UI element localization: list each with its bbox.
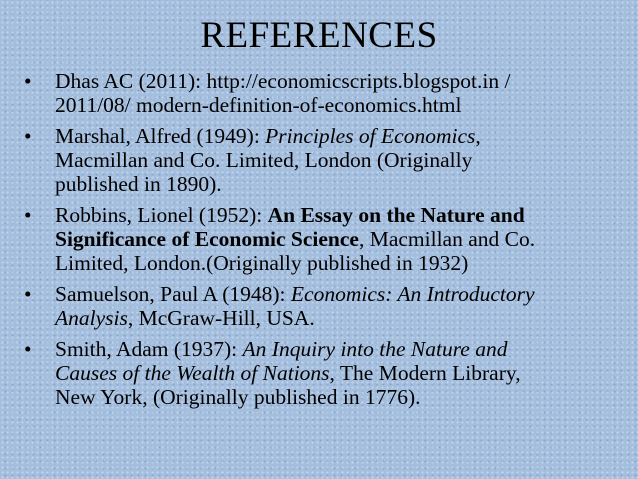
reference-work-title: Economics: An Introductory [290,282,535,307]
reference-text: , Macmillan and Co. [358,227,536,252]
reference-author: Samuelson, Paul A (1948): [55,282,291,307]
bullet-icon: • [24,123,32,148]
reference-work-title: Principles of Economics [265,123,476,148]
reference-text-line: Dhas AC (2011): http://economicscripts.blogspot.in / [55,69,511,93]
reference-dhas [22,69,622,117]
reference-text: , [475,123,481,148]
reference-author: Marshal, Alfred (1949): [55,123,266,148]
reference-text-line: 2011/08/ modern-definition-of-economics.html [55,93,462,118]
reference-text: , McGraw-Hill, USA. [127,306,315,331]
reference-line [55,361,622,385]
reference-line [55,306,622,330]
reference-robbins [22,203,622,276]
reference-text-line: New York, (Originally published in 1776). [55,385,421,410]
reference-author: Robbins, Lionel (1952): [55,203,268,228]
reference-author: Smith, Adam (1937): [55,337,243,362]
bullet-icon: • [24,203,32,228]
reference-line [55,337,622,361]
reference-smith [22,337,622,410]
reference-text-line: published in 1890). [55,172,222,197]
reference-text-line: Limited, London.(Originally published in 1932) [55,251,469,276]
reference-line [55,282,622,306]
reference-text-line: Macmillan and Co. Limited, London (Originally [55,148,473,173]
reference-text: , The Modern Library, [329,361,521,386]
reference-work-title: Causes of the Wealth of Nations [55,361,330,386]
bullet-icon: • [24,69,32,93]
reference-line [55,203,622,227]
reference-line [55,227,622,251]
bullet-icon: • [24,337,32,362]
reference-list [22,69,622,416]
reference-work-title: An Essay on the Nature and [267,203,525,228]
slide-title: REFERENCES [200,15,438,56]
reference-work-title: An Inquiry into the Nature and [242,337,508,362]
reference-work-title: Significance of Economic Science [55,227,359,252]
bullet-icon: • [24,282,32,307]
reference-work-title: Analysis [55,306,128,331]
reference-marshal [22,124,622,197]
reference-line [55,124,622,148]
reference-samuelson [22,282,622,330]
